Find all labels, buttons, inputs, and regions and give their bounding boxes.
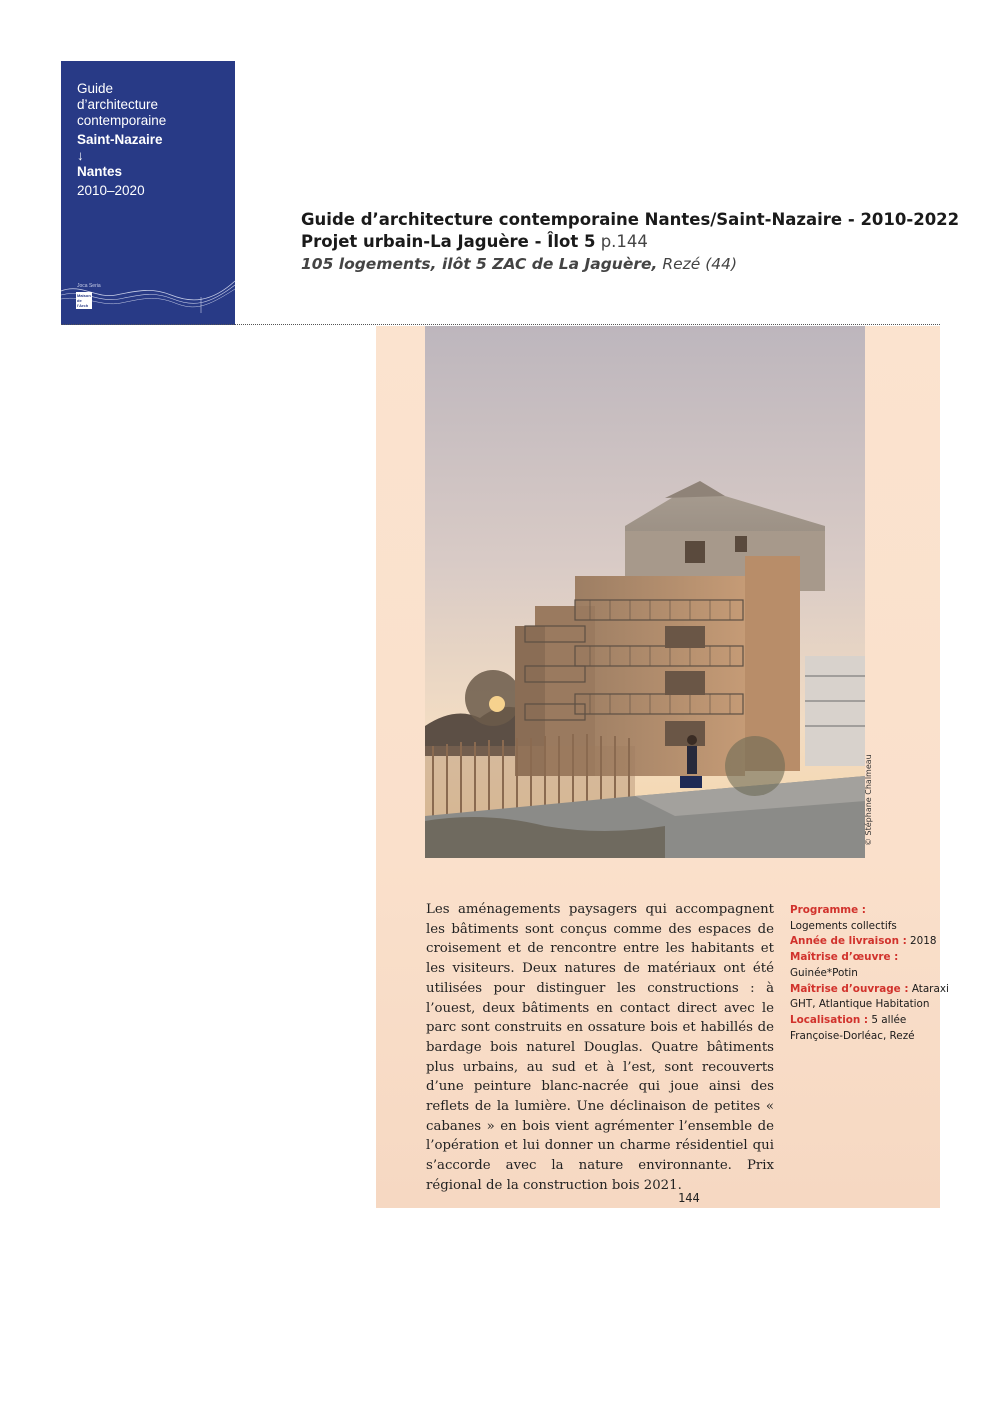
- page-number: 144: [678, 1191, 700, 1205]
- maitrise-oeuvre-label: Maîtrise d’œuvre :: [790, 951, 899, 964]
- programme-label: Programme :: [790, 904, 866, 916]
- dotted-divider: [61, 324, 940, 325]
- header-project: [301, 231, 959, 253]
- article-body: Les aménagements paysagers qui accompagnent les bâtiments sont conçus comme des espaces de croisement et de rencontre entre les habitants et les visiteurs. Deux natures de matériaux ont été utilisées pour distinguer les constructions : à l’ouest, deux bâtiments en contact direct avec le parc sont construits en ossature bois et habillés de bardage bois naturel Douglas. Quatre bâtiments plus urbains, au sud et à l’est, sont recouverts d’une peinture blanc-nacrée qui joue ainsi des reflets de la lumière. Une déclinaison de petites « cabanes » en bois vient agrémenter l’ensemble de l’opération et lui donner un charme résidentiel qui s’accorde avec la nature environnante. Prix régional de la construction bois 2021.: [426, 902, 774, 1193]
- maitrise-ouvrage-label: Maîtrise d’ouvrage :: [790, 982, 909, 995]
- header-subtitle: [301, 253, 959, 275]
- page-reference: p.144: [595, 232, 648, 251]
- maitrise-oeuvre-value: Guinée*Potin: [790, 966, 858, 979]
- book-cover: [61, 61, 235, 325]
- cover-title: [77, 81, 166, 199]
- publisher-logo: Maison de l'Arch: [77, 293, 91, 308]
- building-photo: [425, 326, 865, 858]
- localisation-value-2: Françoise-Dorléac, Rezé: [790, 1029, 915, 1042]
- cover-arrow: ↓: [77, 148, 84, 163]
- localisation-label: Localisation :: [790, 1013, 869, 1026]
- maitrise-ouvrage-value-2: GHT, Atlantique Habitation: [790, 998, 930, 1011]
- scanned-page: [376, 326, 949, 1208]
- subtitle-bold: 105 logements, ilôt 5 ZAC de La Jaguère,: [301, 255, 658, 273]
- photo-credit: © Stéphane Chalmeau: [864, 754, 873, 846]
- project-name: Projet urbain-La Jaguère - Îlot 5: [301, 232, 596, 251]
- maitrise-ouvrage-value: Ataraxi: [908, 982, 949, 995]
- header-title: Guide d’architecture contemporaine Nantes/Saint-Nazaire - 2010-2022: [301, 210, 960, 229]
- programme-value: Logements collectifs: [790, 919, 897, 932]
- subtitle-location: Rezé (44): [657, 255, 738, 273]
- cover-title-line: d’architecture: [77, 97, 159, 112]
- annee-value: 2018: [906, 935, 937, 948]
- cover-title-line: Guide: [77, 81, 114, 96]
- annee-label: Année de livraison :: [790, 935, 907, 948]
- project-info-sidebar: [790, 903, 949, 1044]
- article-header: [301, 209, 959, 275]
- cover-city-1: Saint-Nazaire: [77, 132, 163, 147]
- localisation-value: 5 allée: [868, 1013, 907, 1026]
- cover-title-line: contemporaine: [77, 113, 167, 128]
- cover-years: 2010–2020: [77, 183, 145, 198]
- cover-publisher: Joca Seria: [77, 283, 101, 289]
- cover-city-2: Nantes: [77, 164, 123, 179]
